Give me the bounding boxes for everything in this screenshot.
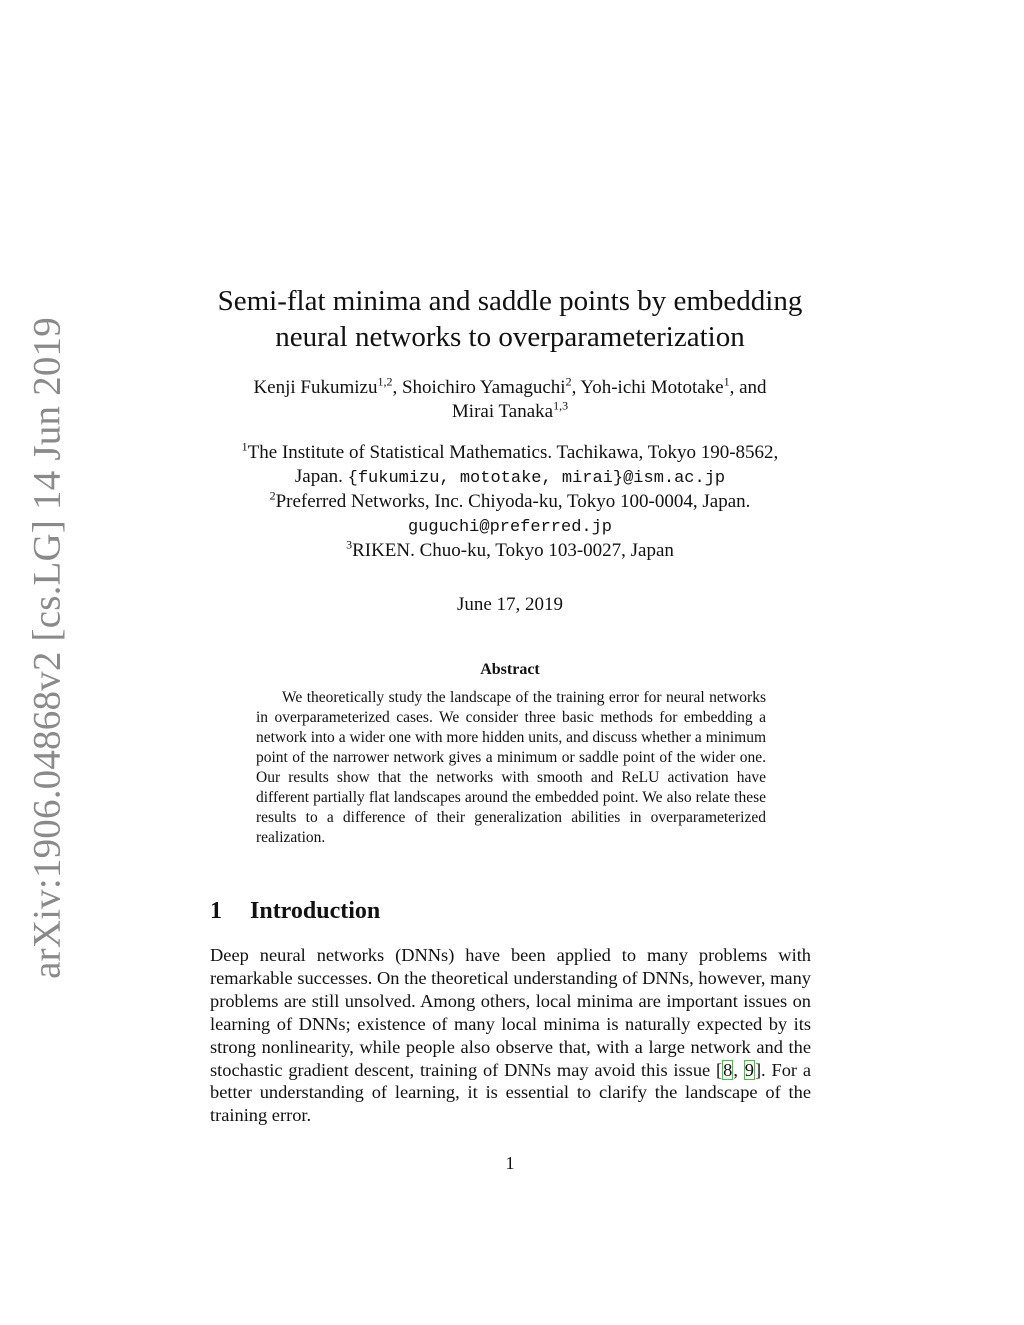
citation-link-8[interactable]: 8 xyxy=(723,1059,733,1080)
section-title: Introduction xyxy=(250,898,381,924)
citation-link-9[interactable]: 9 xyxy=(744,1059,754,1080)
paper-date: June 17, 2019 xyxy=(456,594,564,615)
intro-text-part-1: Deep neural networks (DNNs) have been applied to many problems with remarkable successes. On the theoretical understanding of DNNs, however, many problems are still unsolved. Among others, local minima are important issues on learning of DNNs; existence of many local minima is naturally expected by its strong nonlinearity, while people also observe that, with a large network and the stochastic gradient descent, training of DNNs may avoid this issue [ xyxy=(210,945,811,1080)
author-1: Kenji Fukumizu xyxy=(253,377,378,398)
author-2: Shoichiro Yamaguchi xyxy=(401,377,566,398)
abstract-heading: Abstract xyxy=(480,661,540,678)
affiliation-1-country: Japan. xyxy=(294,465,343,487)
author-list: Kenji Fukumizu$^{1,2}$, Shoichiro Yamaguchi$^2$, Yoh-ichi Mototake$^1$, and Mirai Tanaka$^{1,3}$ xyxy=(253,374,767,422)
paper-title xyxy=(210,283,810,355)
citation-separator: , xyxy=(733,1059,744,1080)
affiliation-3: RIKEN. Chuo-ku, Tokyo 103-0027, Japan xyxy=(352,540,674,561)
author-4-affil: 1,3 xyxy=(553,398,569,413)
affiliation-2-marker: 2 xyxy=(269,488,276,503)
page-number: 1 xyxy=(505,1153,515,1173)
author-4: Mirai Tanaka xyxy=(451,401,554,422)
author-3: Yoh-ichi Mototake xyxy=(580,377,724,398)
title-line-2: neural networks to overparameterization xyxy=(275,321,745,353)
intro-text-part-2: ]. For a better understanding of learning, it is essential to clarify the landscape of the training error. xyxy=(210,1059,811,1126)
arxiv-identifier-stamp: arXiv:1906.04868v2 [cs.LG] 14 Jun 2019 xyxy=(25,317,69,979)
author-1-affil: 1,2 xyxy=(377,374,393,389)
affiliation-1: The Institute of Statistical Mathematics. Tachikawa, Tokyo 190-8562, xyxy=(247,442,779,463)
author-2-affil: 2 xyxy=(565,374,572,389)
author-conjunction: and xyxy=(739,377,767,398)
author-3-affil: 1 xyxy=(723,374,730,389)
affiliation-3-marker: 3 xyxy=(346,537,353,552)
section-number: 1 xyxy=(210,898,222,924)
section-heading-introduction xyxy=(210,898,380,925)
affiliation-1-email: {fukumizu, mototake, mirai}@ism.ac.jp xyxy=(347,468,726,488)
affiliation-1-marker: 1 xyxy=(241,439,248,454)
title-line-1: Semi-flat minima and saddle points by embedding xyxy=(217,285,803,317)
affiliations xyxy=(195,441,825,563)
affiliation-2-email: guguchi@preferred.jp xyxy=(407,517,613,537)
introduction-paragraph xyxy=(210,944,811,1127)
affiliation-2: Preferred Networks, Inc. Chiyoda-ku, Tokyo 100-0004, Japan. xyxy=(275,491,751,512)
abstract-text: We theoretically study the landscape of the training error for neural networks in overparameterized cases. We consider three basic methods for embedding a network into a wider one with more hidden units, and discuss whether a minimum point of the narrower network gives a minimum or saddle point of the wider one. Our results show that the networks with smooth and ReLU activation have different partially flat landscapes around the embedded point. We also relate these results to a difference of their generalization abilities in overparameterized realization. xyxy=(256,689,766,846)
